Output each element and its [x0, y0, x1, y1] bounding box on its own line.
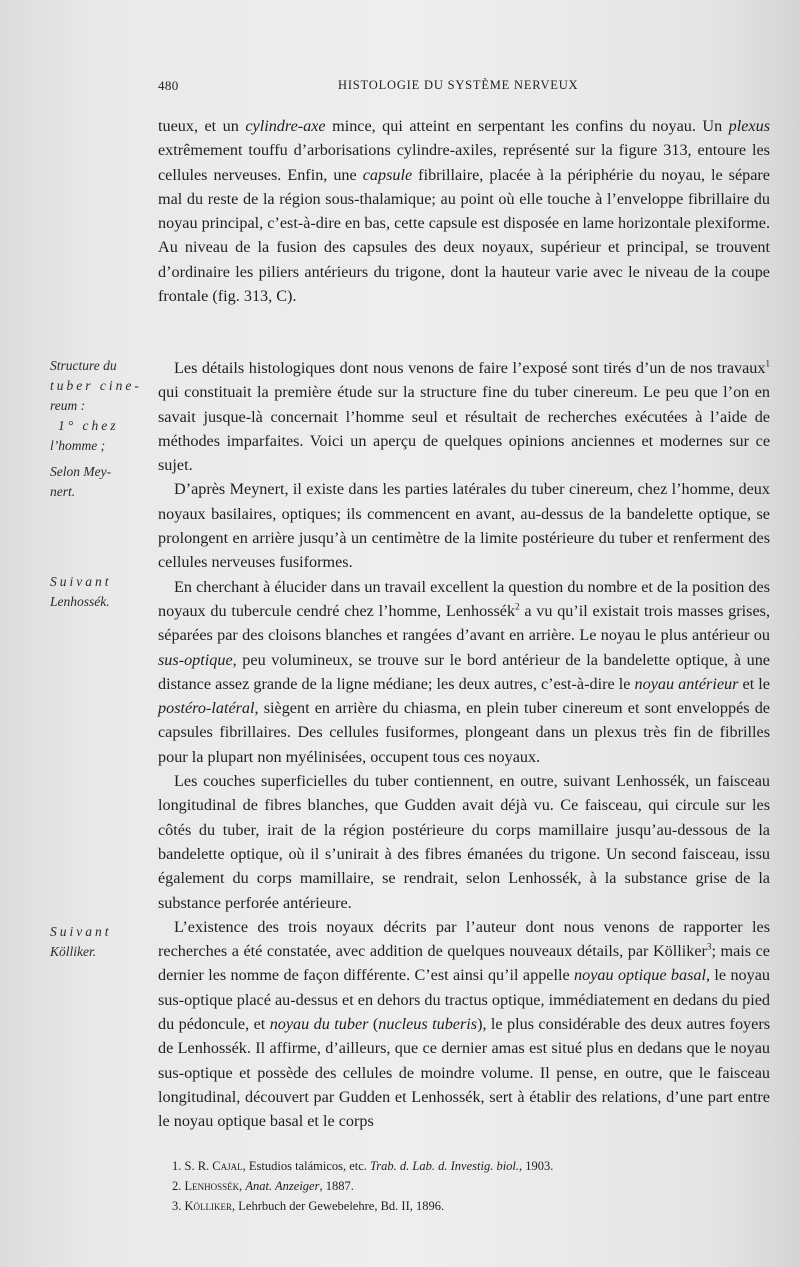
paragraph: L’existence des trois noyaux décrits par l’auteur dont nous venons de rapporter les recherches a été constatée, avec addition de quelques nouveaux détails, par Kölliker$^3$; mais ce dernier les nomme de façon différente. C’est ainsi qu’il appelle noyau optique basal, le noyau sus-optique placé au-dessus et en dehors du tractus optique, immédiatement en dedans du pied du pédoncule, et noyau du tuber (nucleus tuberis), le plus considérable des deux autres foyers de Lenhossék. Il affirme, d’ailleurs, que ce dernier amas est situé plus en dedans que le noyau sus-optique et possède des cellules de moindre volume. Il pense, en outre, que le faisceau longitudinal, découvert par Gudden et Lenhossék, sert à établir des relations, d’une part entre le noyau optique basal et le corps [158, 917, 771, 1131]
paragraph: tueux, et un cylindre-axe mince, qui atteint en serpentant les confins du noyau. Un plexus extrêmement touffu d’arborisations cylindre-axiles, représenté sur la figure 313, entoure les cellules nerveuses. Enfin, une capsule fibrillaire, placée à la périphérie du noyau, le sépare mal du reste de la région sous-thalamique; au point où elle touche à l’enveloppe fibrillaire du noyau principal, c’est-à-dire en bas, cette capsule est disposée en lame horizontale plexiforme. Au niveau de la fusion des capsules des deux noyaux, supérieur et principal, se trouvent d’ordinaire les piliers antérieurs du trigone, dont la hauteur varie avec le niveau de la coupe frontale (fig. 313, C). [158, 117, 771, 306]
footnote-ref[interactable]: 2 [515, 601, 520, 612]
footnote-ref[interactable]: 3 [706, 941, 712, 952]
footnote: 1. S. R. Cajal, Estudios talámicos, etc. Trab. d. Lab. d. Investig. biol., 1903. [172, 1159, 554, 1173]
paragraph: Les couches superficielles du tuber contiennent, en outre, suivant Lenhossék, un faisceau longitudinal de fibres blanches, que Gudden avait déjà vu. Ce faisceau, qui circule sur les côtés du tuber, irait de la région postérieure du corps mamillaire jusqu’au-dessous de la bandelette optique, où il s’unirait à des fibres émanées du trigone. Un second faisceau, issu également du corps mamillaire, se rendrait, selon Lenhossék, à la substance grise de la substance perforée antérieure. [158, 772, 770, 912]
margin-note-lenhossek: Suivant Lenhossék. [50, 574, 112, 609]
margin-note-meynert: Selon Mey- nert. [50, 464, 112, 499]
page-number: 480 [158, 78, 179, 93]
margin-note-structure: Structure du tuber cine- reum : 1° chez l’homme ; [50, 358, 142, 453]
margin-note-kolliker: Suivant Kölliker. [50, 924, 112, 959]
text-block-top [158, 114, 770, 308]
running-title: HISTOLOGIE DU SYSTÈME NERVEUX [338, 78, 579, 92]
paragraph: Les détails histologiques dont nous venons de faire l’exposé sont tirés d’un de nos travaux$^1$ qui constituait la première étude sur la structure fine du tuber cinereum. Le peu que l’on en savait jusque-là concernait l’homme seul et résultait de recherches exécutées à l’aide de méthodes imparfaites. Voici un aperçu de quelques opinions anciennes et modernes sur ce sujet. [158, 358, 770, 475]
footnote: 3. Kölliker, Lehrbuch der Gewebelehre, Bd. II, 1896. [172, 1199, 445, 1213]
running-header [158, 78, 770, 98]
footnote: 2. Lenhossék, Anat. Anzeiger, 1887. [172, 1179, 354, 1193]
text-block-main [158, 356, 770, 1134]
footnotes [172, 1156, 762, 1216]
paragraph: En cherchant à élucider dans un travail excellent la question du nombre et de la position des noyaux du tubercule cendré chez l’homme, Lenhossék$^2$ a vu qu’il existait trois masses grises, séparées par des cloisons blanches et rangées d’avant en arrière. Le noyau le plus antérieur ou sus-optique, peu volumineux, se trouve sur le bord antérieur de la bandelette optique, à une distance assez grande de la ligne médiane; les deux autres, c’est-à-dire le noyau antérieur et le postéro-latéral, siègent en arrière du chiasma, en plein tuber cinereum et sont enveloppés de capsules fibrillaires. Des cellules fusiformes, plongeant dans un plexus très fin de fibrilles pour la plupart non myélinisées, occupent tous ces noyaux. [158, 577, 770, 766]
paragraph: D’après Meynert, il existe dans les parties latérales du tuber cinereum, chez l’homme, deux noyaux basilaires, optiques; ils commencent en avant, au-dessus de la bandelette optique, se prolongent en arrière jusqu’à un centimètre de la limite postérieure du tuber et renferment des cellules nerveuses fusiformes. [158, 480, 770, 572]
footnote-ref[interactable]: 1 [765, 358, 770, 369]
